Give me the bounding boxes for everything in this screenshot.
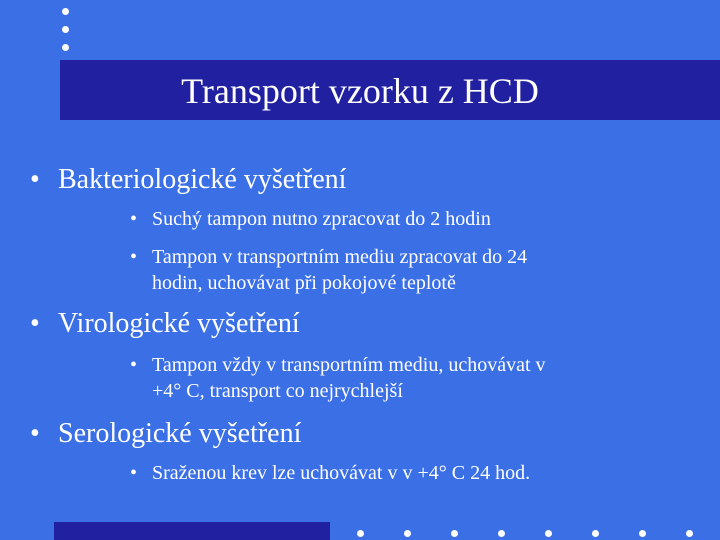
- decorative-dot: [545, 530, 552, 537]
- section-heading-text: Virologické vyšetření: [58, 308, 300, 339]
- decorative-dot: [357, 530, 364, 537]
- decorative-dot: [639, 530, 646, 537]
- section-heading-text: Bakteriologické vyšetření: [58, 164, 347, 195]
- bullet-icon: •: [130, 354, 138, 376]
- slide-title: Transport vzorku z HCD: [181, 71, 539, 111]
- section-heading-text: Serologické vyšetření: [58, 418, 302, 449]
- decorative-dot: [451, 530, 458, 537]
- bottom-bar: [54, 522, 330, 540]
- bullet-icon: •: [130, 208, 138, 230]
- list-item: [130, 352, 546, 404]
- list-item: [130, 206, 491, 232]
- list-item-text: Suchý tampon nutno zpracovat do 2 hodin: [152, 208, 491, 230]
- list-item-text: Sraženou krev lze uchovávat v v +4° C 24 hod.: [152, 462, 531, 484]
- list-item: [130, 244, 527, 296]
- decorative-dot: [404, 530, 411, 537]
- bullet-icon: •: [30, 418, 40, 449]
- list-item-text-continued: +4° C, transport co nejrychlejší: [152, 380, 403, 402]
- list-item-text-continued: hodin, uchovávat při pokojové teplotě: [152, 272, 456, 294]
- bullet-icon: •: [130, 246, 138, 268]
- section-heading-bacteriology: [30, 164, 346, 196]
- decorative-dot: [498, 530, 505, 537]
- bullet-icon: •: [30, 164, 40, 195]
- list-item-text: Tampon vždy v transportním mediu, uchovávat v: [152, 354, 546, 376]
- bullet-icon: •: [30, 308, 40, 339]
- section-heading-serology: [30, 418, 301, 450]
- list-item-text: Tampon v transportním mediu zpracovat do 24: [152, 246, 528, 268]
- section-heading-virology: [30, 308, 300, 340]
- decorative-dot: [686, 530, 693, 537]
- list-item: [130, 460, 530, 486]
- decorative-dot: [592, 530, 599, 537]
- bullet-icon: •: [130, 462, 138, 484]
